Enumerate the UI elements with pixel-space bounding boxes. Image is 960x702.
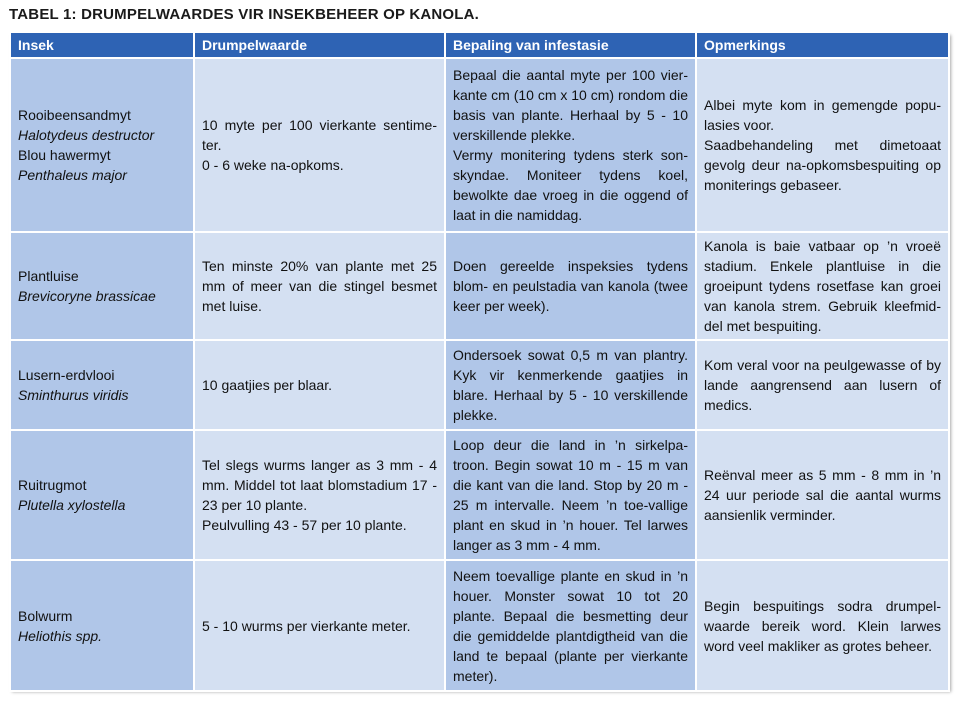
column-header-remarks: Opmerkings bbox=[696, 32, 949, 58]
insect-common-name: Ruitrugmot bbox=[18, 477, 87, 493]
insect-scientific-name: Brevicoryne brassicae bbox=[18, 288, 156, 304]
determination-cell bbox=[445, 340, 696, 430]
threshold-cell bbox=[194, 560, 445, 691]
remarks-cell bbox=[696, 58, 949, 232]
insect-scientific-name: Halotydeus destructor bbox=[18, 127, 155, 143]
remarks-text: Kanola is baie vatbaar op ’n vroeë stadium. Enkele plantluise in die groeipunt tydens rosetfase kan groei van kanola strem. Gebruik kleefmid-del met bespuiting. bbox=[704, 238, 941, 334]
threshold-text: Tel slegs wurms langer as 3 mm - 4 mm. Middel tot laat blomstadium 17 - 23 per 10 plante. bbox=[202, 457, 437, 513]
table-row bbox=[10, 340, 949, 430]
table-header-row bbox=[10, 32, 949, 58]
insect-common-name: Rooibeensandmyt bbox=[18, 107, 131, 123]
table-row bbox=[10, 232, 949, 340]
insect-scientific-name: Plutella xylostella bbox=[18, 497, 126, 513]
insect-scientific-name: Penthaleus major bbox=[18, 167, 127, 183]
insect-scientific-name: Heliothis spp. bbox=[18, 627, 103, 644]
threshold-table bbox=[9, 31, 950, 692]
insect-cell bbox=[10, 232, 194, 340]
determination-text: Ondersoek sowat 0,5 m van plantry. Kyk vir kenmerkende gaatjies in blare. Herhaal by 5 - 10 verskillende plekke. bbox=[453, 347, 688, 423]
threshold-cell bbox=[194, 232, 445, 340]
threshold-cell bbox=[194, 58, 445, 232]
determination-text: Bepaal die aantal myte per 100 vier-kante cm (10 cm x 10 cm) rondom die basis van plante. Herhaal by 5 - 10 verskillende plekke. bbox=[453, 67, 688, 143]
determination-cell bbox=[445, 232, 696, 340]
determination-cell bbox=[445, 58, 696, 232]
insect-common-name: Blou hawermyt bbox=[18, 147, 111, 163]
threshold-cell bbox=[194, 430, 445, 560]
threshold-text: Peulvulling 43 - 57 per 10 plante. bbox=[202, 517, 407, 533]
column-header-insect: Insek bbox=[10, 32, 194, 58]
table-row bbox=[10, 430, 949, 560]
insect-common-name: Bolwurm bbox=[18, 607, 73, 624]
insect-scientific-name: Sminthurus viridis bbox=[18, 387, 129, 403]
column-header-determination: Bepaling van infestasie bbox=[445, 32, 696, 58]
remarks-text: Albei myte kom in gemengde popu-lasies voor. bbox=[704, 97, 941, 133]
insect-cell bbox=[10, 560, 194, 691]
remarks-text: Kom veral voor na peulgewasse of by lande aangrensend aan lusern of medics. bbox=[704, 357, 941, 413]
insect-common-name: Plantluise bbox=[18, 268, 79, 284]
insect-cell bbox=[10, 340, 194, 430]
determination-text: Vermy monitering tydens sterk son-skyndae. Moniteer tydens koel, bewolkte dae vroeg in die oggend of laat in die namiddag. bbox=[453, 147, 688, 223]
threshold-text: Ten minste 20% van plante met 25 mm of meer van die stingel besmet met luise. bbox=[202, 258, 437, 314]
remarks-cell bbox=[696, 340, 949, 430]
remarks-cell bbox=[696, 232, 949, 340]
determination-text: Loop deur die land in ’n sirkelpa-troon. Begin sowat 10 m - 15 m van die kant van die land. Stop by 20 m - 25 m intervalle. Neem ’n toe-vallige plant en skud in ’n houer. Tel larwes langer as 3 mm - 4 mm. bbox=[453, 437, 688, 553]
determination-cell bbox=[445, 560, 696, 691]
column-header-threshold: Drumpelwaarde bbox=[194, 32, 445, 58]
threshold-text: 5 - 10 wurms per vierkante meter. bbox=[202, 617, 411, 634]
determination-cell bbox=[445, 430, 696, 560]
table-row bbox=[10, 560, 949, 691]
insect-cell bbox=[10, 430, 194, 560]
determination-text: Neem toevallige plante en skud in ’n houer. Monster sowat 10 tot 20 plante. Bepaal die besmetting deur die gemiddelde plantdigtheid van die land te bepaal (plante per vierkante meter). bbox=[453, 567, 688, 684]
table-title: TABEL 1: DRUMPELWAARDES VIR INSEKBEHEER OP KANOLA. bbox=[9, 6, 480, 23]
remarks-text: Reënval meer as 5 mm - 8 mm in ’n 24 uur periode sal die aantal wurms aansienlik verminder. bbox=[704, 467, 941, 523]
insect-cell bbox=[10, 58, 194, 232]
remarks-cell bbox=[696, 430, 949, 560]
remarks-text: Begin bespuitings sodra drumpel-waarde bereik word. Klein larwes word veel makliker as grotes beheer. bbox=[704, 597, 941, 654]
threshold-text: 0 - 6 weke na-opkoms. bbox=[202, 157, 344, 173]
insect-common-name: Lusern-erdvlooi bbox=[18, 367, 115, 383]
threshold-text: 10 myte per 100 vierkante sentime-ter. bbox=[202, 117, 437, 153]
threshold-text: 10 gaatjies per blaar. bbox=[202, 377, 332, 393]
remarks-cell bbox=[696, 560, 949, 691]
threshold-cell bbox=[194, 340, 445, 430]
threshold-table-container bbox=[9, 31, 948, 688]
table-row bbox=[10, 58, 949, 232]
determination-text: Doen gereelde inspeksies tydens blom- en peulstadia van kanola (twee keer per week). bbox=[453, 258, 688, 314]
remarks-text: Saadbehandeling met dimetoaat gevolg deur na-opkomsbespuiting op moniterings gebaseer. bbox=[704, 137, 941, 193]
